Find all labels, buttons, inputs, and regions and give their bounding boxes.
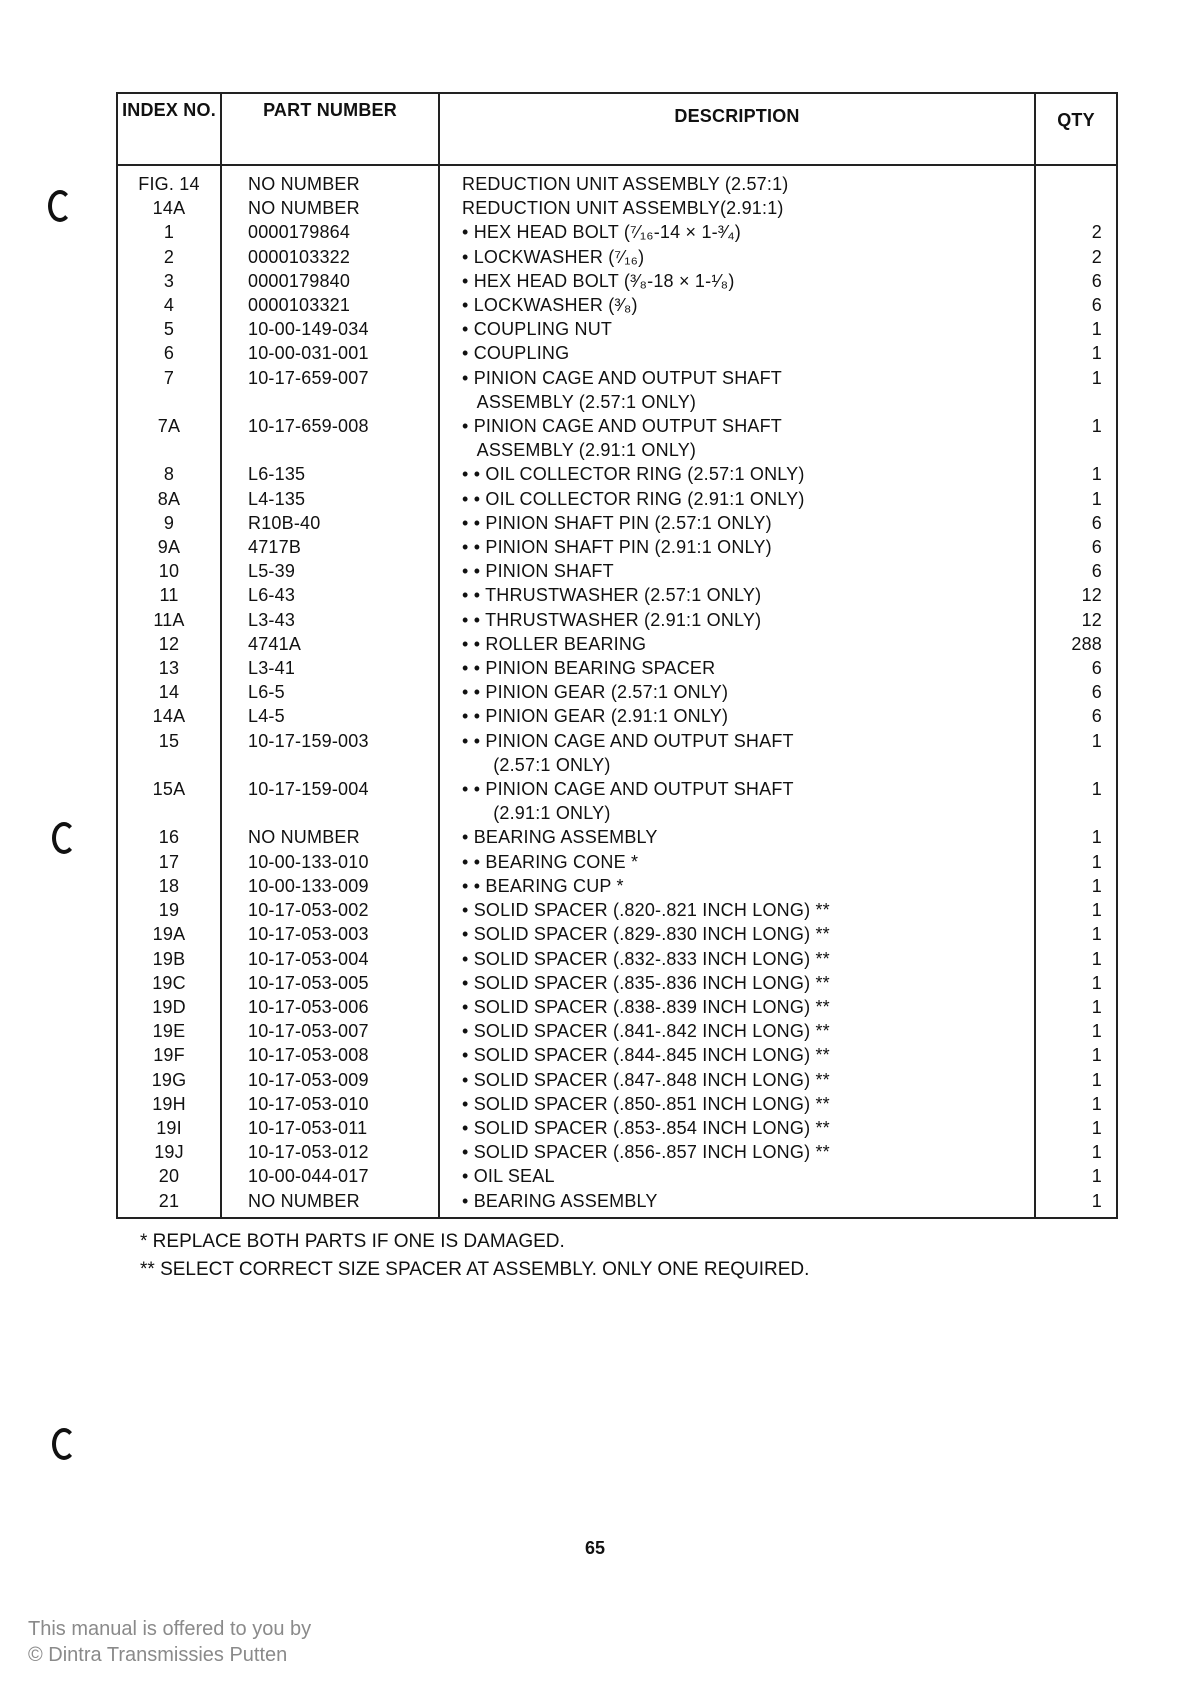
cell-index: FIG. 14 [117, 165, 221, 196]
cell-qty: 1 [1035, 341, 1117, 365]
cell-index: 19C [117, 971, 221, 995]
cell-description: • COUPLING NUT [439, 317, 1035, 341]
cell-part-number: 10-17-659-008 [221, 414, 439, 438]
cell-part-number [221, 753, 439, 777]
cell-part-number: 10-17-053-006 [221, 995, 439, 1019]
cell-qty: 1 [1035, 995, 1117, 1019]
cell-index: 19H [117, 1092, 221, 1116]
footnotes [140, 1228, 809, 1284]
cell-description: ASSEMBLY (2.91:1 ONLY) [439, 438, 1035, 462]
cell-qty: 1 [1035, 1164, 1117, 1188]
cell-index: 11 [117, 583, 221, 607]
cell-part-number: R10B-40 [221, 511, 439, 535]
footer-line-2: © Dintra Transmissies Putten [28, 1644, 288, 1666]
cell-description: • • PINION GEAR (2.91:1 ONLY) [439, 704, 1035, 728]
cell-index [117, 753, 221, 777]
table-row [117, 390, 1117, 414]
cell-qty [1035, 753, 1117, 777]
table-row [117, 971, 1117, 995]
cell-part-number: 10-17-053-010 [221, 1092, 439, 1116]
cell-description: REDUCTION UNIT ASSEMBLY(2.91:1) [439, 196, 1035, 220]
footnote-single-asterisk: * REPLACE BOTH PARTS IF ONE IS DAMAGED. [140, 1231, 565, 1252]
cell-index: 5 [117, 317, 221, 341]
cell-part-number: 10-17-159-003 [221, 729, 439, 753]
cell-index: 9A [117, 535, 221, 559]
cell-index: 8A [117, 487, 221, 511]
cell-description: • PINION CAGE AND OUTPUT SHAFT [439, 414, 1035, 438]
cell-part-number [221, 390, 439, 414]
cell-qty: 1 [1035, 1140, 1117, 1164]
cell-description: (2.91:1 ONLY) [439, 801, 1035, 825]
cell-part-number: 10-17-053-005 [221, 971, 439, 995]
table-row [117, 341, 1117, 365]
cell-description: • PINION CAGE AND OUTPUT SHAFT [439, 366, 1035, 390]
cell-part-number: L6-135 [221, 462, 439, 486]
cell-part-number: 0000179840 [221, 269, 439, 293]
table-row [117, 680, 1117, 704]
cell-index: 12 [117, 632, 221, 656]
cell-qty: 1 [1035, 317, 1117, 341]
cell-part-number: 10-00-133-010 [221, 850, 439, 874]
cell-qty: 6 [1035, 293, 1117, 317]
cell-part-number: 10-17-659-007 [221, 366, 439, 390]
cell-qty: 6 [1035, 656, 1117, 680]
cell-description: • SOLID SPACER (.844-.845 INCH LONG) ** [439, 1043, 1035, 1067]
table-row [117, 995, 1117, 1019]
cell-qty: 6 [1035, 511, 1117, 535]
cell-index: 7A [117, 414, 221, 438]
cell-description: • • BEARING CONE * [439, 850, 1035, 874]
table-row [117, 317, 1117, 341]
table-row [117, 1068, 1117, 1092]
cell-index: 3 [117, 269, 221, 293]
cell-part-number: 10-00-044-017 [221, 1164, 439, 1188]
cell-description: • SOLID SPACER (.853-.854 INCH LONG) ** [439, 1116, 1035, 1140]
cell-description: • HEX HEAD BOLT (³⁄₈-18 × 1-¹⁄₈) [439, 269, 1035, 293]
cell-index: 7 [117, 366, 221, 390]
cell-part-number: L3-43 [221, 608, 439, 632]
table-row [117, 729, 1117, 753]
table-row [117, 1043, 1117, 1067]
table-row [117, 1140, 1117, 1164]
table-row [117, 825, 1117, 849]
cell-qty: 12 [1035, 583, 1117, 607]
cell-index: 16 [117, 825, 221, 849]
cell-description: • • OIL COLLECTOR RING (2.91:1 ONLY) [439, 487, 1035, 511]
cell-index: 9 [117, 511, 221, 535]
cell-index: 4 [117, 293, 221, 317]
cell-description: • SOLID SPACER (.841-.842 INCH LONG) ** [439, 1019, 1035, 1043]
cell-index: 8 [117, 462, 221, 486]
cell-index: 19A [117, 922, 221, 946]
cell-part-number: 10-00-031-001 [221, 341, 439, 365]
cell-description: (2.57:1 ONLY) [439, 753, 1035, 777]
cell-qty: 1 [1035, 1189, 1117, 1218]
cell-description: • OIL SEAL [439, 1164, 1035, 1188]
cell-qty: 1 [1035, 1019, 1117, 1043]
cell-description: • BEARING ASSEMBLY [439, 1189, 1035, 1218]
cell-part-number: NO NUMBER [221, 1189, 439, 1218]
cell-qty: 6 [1035, 704, 1117, 728]
cell-description: • SOLID SPACER (.847-.848 INCH LONG) ** [439, 1068, 1035, 1092]
cell-description: • SOLID SPACER (.835-.836 INCH LONG) ** [439, 971, 1035, 995]
table-row [117, 511, 1117, 535]
cell-description: • SOLID SPACER (.820-.821 INCH LONG) ** [439, 898, 1035, 922]
cell-qty: 1 [1035, 898, 1117, 922]
cell-part-number: 10-17-053-003 [221, 922, 439, 946]
cell-description: • • PINION SHAFT PIN (2.57:1 ONLY) [439, 511, 1035, 535]
cell-part-number: 0000179864 [221, 220, 439, 244]
table-row [117, 898, 1117, 922]
table-row [117, 1164, 1117, 1188]
cell-description: • • PINION GEAR (2.57:1 ONLY) [439, 680, 1035, 704]
cell-part-number: 10-17-053-004 [221, 947, 439, 971]
table-row [117, 777, 1117, 801]
cell-qty: 1 [1035, 825, 1117, 849]
cell-part-number: 10-17-053-012 [221, 1140, 439, 1164]
table-row [117, 293, 1117, 317]
cell-index: 19E [117, 1019, 221, 1043]
cell-qty: 1 [1035, 729, 1117, 753]
cell-index: 21 [117, 1189, 221, 1218]
cell-part-number: L6-5 [221, 680, 439, 704]
cell-qty [1035, 801, 1117, 825]
cell-index: 17 [117, 850, 221, 874]
table-row [117, 632, 1117, 656]
cell-qty: 1 [1035, 414, 1117, 438]
cell-part-number: NO NUMBER [221, 825, 439, 849]
table-row [117, 366, 1117, 390]
cell-index: 19I [117, 1116, 221, 1140]
parts-table [116, 92, 1118, 1219]
cell-description: • HEX HEAD BOLT (⁷⁄₁₆-14 × 1-³⁄₄) [439, 220, 1035, 244]
page-number: 65 [584, 1538, 606, 1558]
cell-qty [1035, 196, 1117, 220]
cell-index: 18 [117, 874, 221, 898]
cell-index: 1 [117, 220, 221, 244]
cell-qty [1035, 165, 1117, 196]
footer-line-1: This manual is offered to you by [28, 1618, 312, 1640]
binder-hole-mark [48, 190, 72, 222]
cell-qty: 1 [1035, 874, 1117, 898]
cell-description: REDUCTION UNIT ASSEMBLY (2.57:1) [439, 165, 1035, 196]
cell-index: 19G [117, 1068, 221, 1092]
table-row [117, 1116, 1117, 1140]
cell-qty: 288 [1035, 632, 1117, 656]
cell-description: • • PINION SHAFT [439, 559, 1035, 583]
table-row [117, 269, 1117, 293]
cell-part-number: L4-5 [221, 704, 439, 728]
footer-credit [28, 1616, 311, 1668]
cell-part-number: 10-17-053-009 [221, 1068, 439, 1092]
cell-part-number: 4741A [221, 632, 439, 656]
cell-description: • • BEARING CUP * [439, 874, 1035, 898]
cell-part-number: 0000103321 [221, 293, 439, 317]
table-row [117, 165, 1117, 196]
table-row [117, 196, 1117, 220]
cell-index: 19D [117, 995, 221, 1019]
cell-part-number: L4-135 [221, 487, 439, 511]
cell-part-number: 10-17-053-002 [221, 898, 439, 922]
cell-description: ASSEMBLY (2.57:1 ONLY) [439, 390, 1035, 414]
cell-qty: 1 [1035, 922, 1117, 946]
cell-part-number: 10-17-159-004 [221, 777, 439, 801]
cell-description: • • THRUSTWASHER (2.91:1 ONLY) [439, 608, 1035, 632]
cell-description: • • OIL COLLECTOR RING (2.57:1 ONLY) [439, 462, 1035, 486]
cell-index: 19F [117, 1043, 221, 1067]
cell-part-number: 10-00-133-009 [221, 874, 439, 898]
cell-description: • SOLID SPACER (.829-.830 INCH LONG) ** [439, 922, 1035, 946]
cell-index: 14 [117, 680, 221, 704]
binder-hole-mark [52, 1428, 76, 1460]
cell-description: • • PINION SHAFT PIN (2.91:1 ONLY) [439, 535, 1035, 559]
cell-description: • SOLID SPACER (.838-.839 INCH LONG) ** [439, 995, 1035, 1019]
cell-qty: 1 [1035, 777, 1117, 801]
table-row [117, 245, 1117, 269]
footnote-double-asterisk: ** SELECT CORRECT SIZE SPACER AT ASSEMBLY. ONLY ONE REQUIRED. [140, 1259, 810, 1280]
cell-qty: 1 [1035, 366, 1117, 390]
table-row [117, 801, 1117, 825]
cell-qty: 1 [1035, 1116, 1117, 1140]
table-row [117, 1092, 1117, 1116]
cell-index: 14A [117, 704, 221, 728]
cell-qty: 6 [1035, 680, 1117, 704]
table-row [117, 947, 1117, 971]
cell-qty: 12 [1035, 608, 1117, 632]
cell-index: 15A [117, 777, 221, 801]
parts-table-body [117, 165, 1117, 1218]
table-row [117, 874, 1117, 898]
table-row [117, 922, 1117, 946]
cell-qty: 1 [1035, 850, 1117, 874]
cell-part-number: L3-41 [221, 656, 439, 680]
cell-qty: 1 [1035, 487, 1117, 511]
cell-qty: 2 [1035, 245, 1117, 269]
header-index: INDEX NO. [117, 93, 221, 165]
cell-index: 6 [117, 341, 221, 365]
table-row [117, 608, 1117, 632]
cell-part-number [221, 801, 439, 825]
cell-description: • • ROLLER BEARING [439, 632, 1035, 656]
cell-description: • COUPLING [439, 341, 1035, 365]
cell-description: • SOLID SPACER (.832-.833 INCH LONG) ** [439, 947, 1035, 971]
cell-index: 20 [117, 1164, 221, 1188]
cell-index: 10 [117, 559, 221, 583]
table-row [117, 704, 1117, 728]
cell-index: 15 [117, 729, 221, 753]
cell-qty: 6 [1035, 535, 1117, 559]
header-qty: QTY [1035, 93, 1117, 165]
cell-part-number: 10-00-149-034 [221, 317, 439, 341]
cell-part-number: NO NUMBER [221, 196, 439, 220]
table-row [117, 1189, 1117, 1218]
cell-index [117, 438, 221, 462]
cell-qty [1035, 438, 1117, 462]
cell-part-number: NO NUMBER [221, 165, 439, 196]
cell-part-number: 10-17-053-008 [221, 1043, 439, 1067]
cell-qty [1035, 390, 1117, 414]
table-row [117, 414, 1117, 438]
cell-index: 19 [117, 898, 221, 922]
table-row [117, 753, 1117, 777]
table-row [117, 438, 1117, 462]
cell-index: 13 [117, 656, 221, 680]
cell-index [117, 801, 221, 825]
cell-description: • LOCKWASHER (³⁄₈) [439, 293, 1035, 317]
cell-part-number: 10-17-053-007 [221, 1019, 439, 1043]
cell-index: 14A [117, 196, 221, 220]
cell-description: • LOCKWASHER (⁷⁄₁₆) [439, 245, 1035, 269]
table-row [117, 487, 1117, 511]
cell-qty: 1 [1035, 1092, 1117, 1116]
cell-description: • • PINION BEARING SPACER [439, 656, 1035, 680]
cell-index: 2 [117, 245, 221, 269]
cell-description: • • PINION CAGE AND OUTPUT SHAFT [439, 729, 1035, 753]
cell-qty: 1 [1035, 1068, 1117, 1092]
header-part-number: PART NUMBER [221, 93, 439, 165]
cell-qty: 1 [1035, 947, 1117, 971]
cell-part-number: 4717B [221, 535, 439, 559]
cell-qty: 6 [1035, 559, 1117, 583]
table-header-row [117, 93, 1117, 165]
cell-index: 11A [117, 608, 221, 632]
cell-description: • SOLID SPACER (.850-.851 INCH LONG) ** [439, 1092, 1035, 1116]
cell-description: • BEARING ASSEMBLY [439, 825, 1035, 849]
table-row [117, 462, 1117, 486]
cell-qty: 6 [1035, 269, 1117, 293]
header-description: DESCRIPTION [439, 93, 1035, 165]
table-row [117, 1019, 1117, 1043]
cell-qty: 1 [1035, 1043, 1117, 1067]
table-row [117, 850, 1117, 874]
cell-qty: 2 [1035, 220, 1117, 244]
cell-qty: 1 [1035, 971, 1117, 995]
cell-index: 19B [117, 947, 221, 971]
cell-part-number: 0000103322 [221, 245, 439, 269]
cell-part-number: L5-39 [221, 559, 439, 583]
cell-description: • • THRUSTWASHER (2.57:1 ONLY) [439, 583, 1035, 607]
cell-part-number: 10-17-053-011 [221, 1116, 439, 1140]
table-row [117, 220, 1117, 244]
cell-qty: 1 [1035, 462, 1117, 486]
table-row [117, 535, 1117, 559]
table-row [117, 656, 1117, 680]
cell-description: • SOLID SPACER (.856-.857 INCH LONG) ** [439, 1140, 1035, 1164]
table-row [117, 583, 1117, 607]
table-row [117, 559, 1117, 583]
binder-hole-mark [52, 822, 76, 854]
cell-part-number: L6-43 [221, 583, 439, 607]
cell-index: 19J [117, 1140, 221, 1164]
cell-description: • • PINION CAGE AND OUTPUT SHAFT [439, 777, 1035, 801]
cell-index [117, 390, 221, 414]
cell-part-number [221, 438, 439, 462]
